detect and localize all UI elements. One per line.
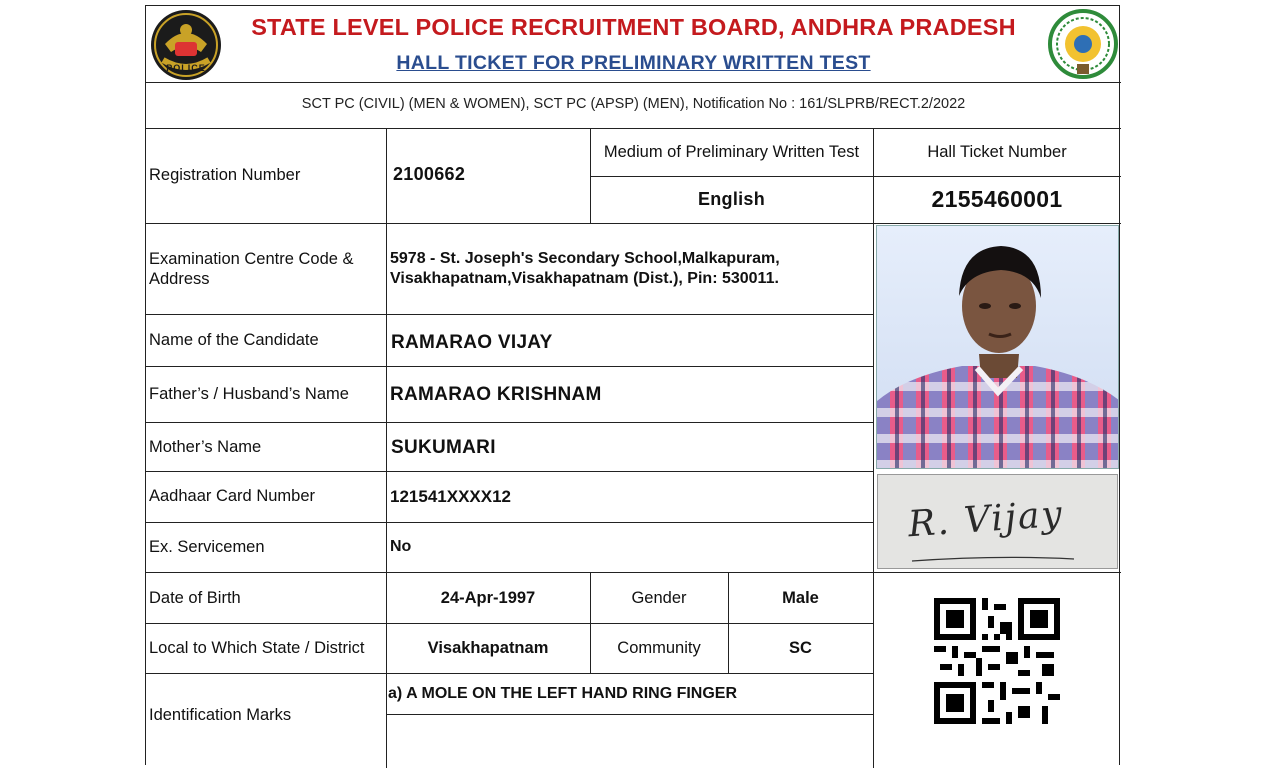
medium-value: English [697, 189, 766, 209]
local-value: Visakhapatnam [427, 639, 549, 657]
candidate-signature [877, 474, 1118, 569]
local-label: Local to Which State / District [149, 639, 365, 657]
gender-label: Gender [631, 589, 687, 607]
candidate-photo [876, 225, 1119, 469]
registration-value: 2100662 [393, 164, 466, 184]
idmarks-label: Identification Marks [149, 706, 292, 724]
name-value: RAMARAO VIJAY [391, 332, 553, 353]
logo-left-text: POLICE [166, 63, 206, 73]
father-label: Father’s / Husband’s Name [149, 385, 349, 403]
gender-value: Male [782, 589, 819, 607]
aadhaar-value: 121541XXXX12 [390, 487, 511, 506]
idmark-a: a) A MOLE ON THE LEFT HAND RING FINGER [388, 685, 738, 702]
hall-ticket-heading: HALL TICKET FOR PRELIMINARY WRITTEN TEST [396, 52, 871, 74]
centre-label: Examination Centre Code & Address [149, 250, 354, 288]
exservice-label: Ex. Servicemen [149, 538, 265, 556]
signature-text: R. Vijay [906, 493, 1066, 546]
centre-value: 5978 - St. Joseph's Secondary School,Malkapuram, Visakhapatnam,Visakhapatnam (Dist.), Pin: 530011. [390, 250, 780, 287]
father-value: RAMARAO KRISHNAM [390, 384, 602, 405]
dob-value: 24-Apr-1997 [440, 589, 536, 607]
board-title: STATE LEVEL POLICE RECRUITMENT BOARD, ANDHRA PRADESH [251, 14, 1016, 40]
mother-label: Mother’s Name [149, 438, 262, 456]
registration-label: Registration Number [149, 166, 301, 184]
community-label: Community [617, 639, 701, 657]
hall-ticket-label: Hall Ticket Number [927, 143, 1067, 161]
hall-ticket [145, 5, 1120, 765]
qr-code [934, 598, 1060, 728]
notification-line: SCT PC (CIVIL) (MEN & WOMEN), SCT PC (APSP) (MEN), Notification No : 161/SLPRB/RECT.2/2022 [301, 96, 966, 112]
exservice-value: No [390, 538, 412, 555]
community-value: SC [789, 639, 812, 657]
aadhaar-label: Aadhaar Card Number [149, 487, 315, 505]
dob-label: Date of Birth [149, 589, 241, 607]
name-label: Name of the Candidate [149, 331, 319, 349]
mother-value: SUKUMARI [391, 437, 496, 458]
hall-ticket-value: 2155460001 [931, 186, 1063, 212]
medium-label: Medium of Preliminary Written Test [603, 143, 860, 161]
